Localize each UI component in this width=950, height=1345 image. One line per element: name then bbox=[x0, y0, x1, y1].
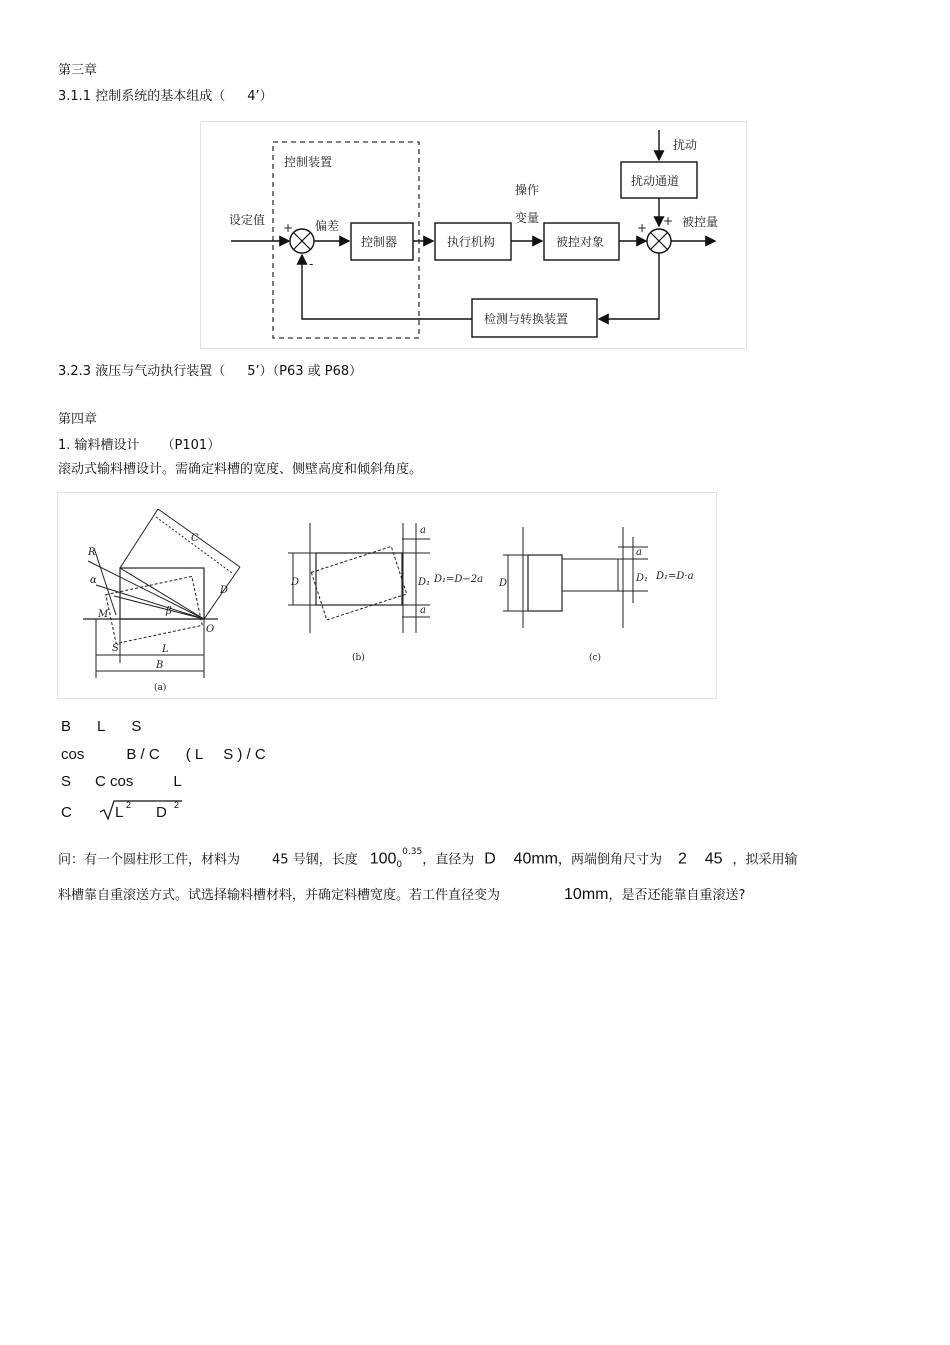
chapter4-heading: 第四章 bbox=[58, 412, 98, 427]
manipulated-variable-label-2: 变量 bbox=[515, 211, 540, 225]
section-3-1-1-label: 3.1.1 控制系统的基本组成（ bbox=[58, 89, 226, 104]
formula-3 bbox=[61, 773, 182, 790]
formula-2-term-b: B / C bbox=[126, 746, 160, 763]
fig-a-label-C: C bbox=[191, 533, 199, 544]
question-length-sub: 0 bbox=[396, 859, 403, 870]
summing-junction-1 bbox=[290, 229, 314, 253]
formula-2-term-l: ( L bbox=[185, 746, 204, 763]
figure-c bbox=[503, 527, 648, 628]
fig-b-caption: (b) bbox=[352, 653, 365, 663]
question-diameter: D 40mm bbox=[484, 850, 558, 868]
fig-c-formula: D₁=D·a bbox=[656, 571, 694, 582]
fig-a-label-R: R bbox=[88, 547, 96, 558]
formula-2-term-cos: cos bbox=[61, 746, 85, 763]
formula-2 bbox=[61, 746, 266, 763]
formula-2-term-s: S ) / C bbox=[223, 746, 266, 763]
section-3-2-3-label: 3.2.3 液压与气动执行装置（ bbox=[58, 364, 226, 379]
chute-design-figure bbox=[57, 492, 717, 699]
formula-3-term-L: L bbox=[173, 773, 182, 790]
question-part-2: ，直径为 bbox=[422, 852, 475, 868]
question-line-2 bbox=[58, 887, 745, 904]
question-length-base: 100 bbox=[369, 850, 397, 868]
fig-c-label-a: a bbox=[636, 547, 642, 558]
question-length-sup: 0.35 bbox=[402, 847, 423, 857]
fig-a-label-O: O bbox=[206, 624, 215, 635]
section-3-1-1 bbox=[58, 89, 273, 105]
fig-a-label-beta: β bbox=[166, 606, 172, 617]
figure-b bbox=[288, 523, 430, 633]
formula-4-D-exp: 2 bbox=[174, 800, 180, 810]
output-label: 被控量 bbox=[682, 215, 719, 229]
plant-label: 被控对象 bbox=[556, 235, 605, 249]
formula-1-term-B: B bbox=[61, 718, 72, 735]
controller-group-label: 控制装置 bbox=[284, 155, 333, 169]
fig-b-label-D1: D₁ bbox=[418, 577, 431, 588]
setpoint-label: 设定值 bbox=[229, 213, 266, 227]
formula-1-term-L: L bbox=[97, 718, 106, 735]
sum1-plus: + bbox=[283, 221, 294, 235]
sum2-plus-left: + bbox=[637, 221, 648, 235]
control-system-block-diagram bbox=[200, 121, 747, 349]
fig-a-label-S: S bbox=[112, 643, 119, 654]
disturbance-channel-label: 扰动通道 bbox=[631, 174, 680, 188]
item-1 bbox=[58, 438, 220, 454]
error-label: 偏差 bbox=[315, 219, 340, 233]
manipulated-variable-label-1: 操作 bbox=[515, 183, 540, 197]
fig-a-label-B: B bbox=[156, 660, 164, 671]
item-1-page: （P101） bbox=[161, 438, 221, 453]
formula-4-lhs: C bbox=[61, 804, 72, 821]
fig-a-label-L: L bbox=[162, 644, 169, 655]
question-part-3: ，两端倒角尺寸为 bbox=[558, 852, 663, 868]
question-part-1: 问：有一个圆柱形工件，材料为 bbox=[58, 852, 241, 868]
section-3-2-3 bbox=[58, 364, 362, 380]
question-diameter-2: 10mm bbox=[564, 886, 609, 903]
chute-description: 滚动式输料槽设计。需确定料槽的宽度、侧壁高度和倾斜角度。 bbox=[58, 462, 423, 477]
disturbance-label: 扰动 bbox=[673, 138, 698, 152]
fig-c-label-D: D bbox=[499, 578, 508, 589]
sum1-minus: - bbox=[309, 257, 314, 271]
question-steel: 45 号钢，长度 bbox=[272, 852, 358, 868]
section-3-2-3-marks: 5’）（P63 或 P68） bbox=[247, 364, 363, 379]
fig-c-label-D1: D₁ bbox=[636, 573, 649, 584]
formula-4 bbox=[61, 800, 180, 821]
section-3-1-1-marks: 4’） bbox=[247, 89, 273, 104]
question-line-1 bbox=[58, 848, 798, 873]
fig-b-label-a-top: a bbox=[420, 525, 426, 536]
formula-4-L: L bbox=[115, 804, 124, 821]
question-line-2-text: 料槽靠自重滚送方式。试选择输料槽材料，并确定料槽宽度。若工件直径变为 bbox=[58, 888, 501, 903]
question-chamfer: 2 45 bbox=[678, 850, 723, 868]
fig-c-caption: (c) bbox=[589, 653, 602, 663]
fig-a-label-alpha: α bbox=[90, 575, 97, 586]
sensor-label: 检测与转换装置 bbox=[484, 312, 569, 326]
fig-a-label-M: M bbox=[98, 609, 109, 620]
question-part-4: ，拟采用输 bbox=[732, 852, 798, 868]
formula-4-L-exp: 2 bbox=[126, 800, 132, 810]
formula-1-term-S: S bbox=[131, 718, 142, 735]
summing-junction-2 bbox=[647, 229, 671, 253]
formula-3-term-S: S bbox=[61, 773, 72, 790]
actuator-label: 执行机构 bbox=[447, 235, 496, 249]
controller-label: 控制器 bbox=[361, 235, 398, 249]
formula-3-term-ccos: C cos bbox=[95, 773, 134, 790]
item-1-label: 1. 输料槽设计 bbox=[58, 438, 140, 453]
fig-b-label-a-bottom: a bbox=[420, 605, 426, 616]
chapter3-heading: 第三章 bbox=[58, 63, 98, 78]
fig-a-caption: (a) bbox=[154, 683, 167, 693]
fig-b-label-D: D bbox=[291, 577, 300, 588]
sum2-plus-top: + bbox=[663, 214, 674, 228]
question-part-5: ，是否还能靠自重滚送? bbox=[608, 888, 746, 903]
formula-4-D: D bbox=[156, 804, 167, 821]
formula-1 bbox=[61, 718, 141, 735]
sqrt-sign bbox=[98, 799, 182, 821]
fig-a-label-D: D bbox=[220, 585, 229, 596]
fig-b-formula: D₁=D−2a bbox=[434, 574, 484, 585]
